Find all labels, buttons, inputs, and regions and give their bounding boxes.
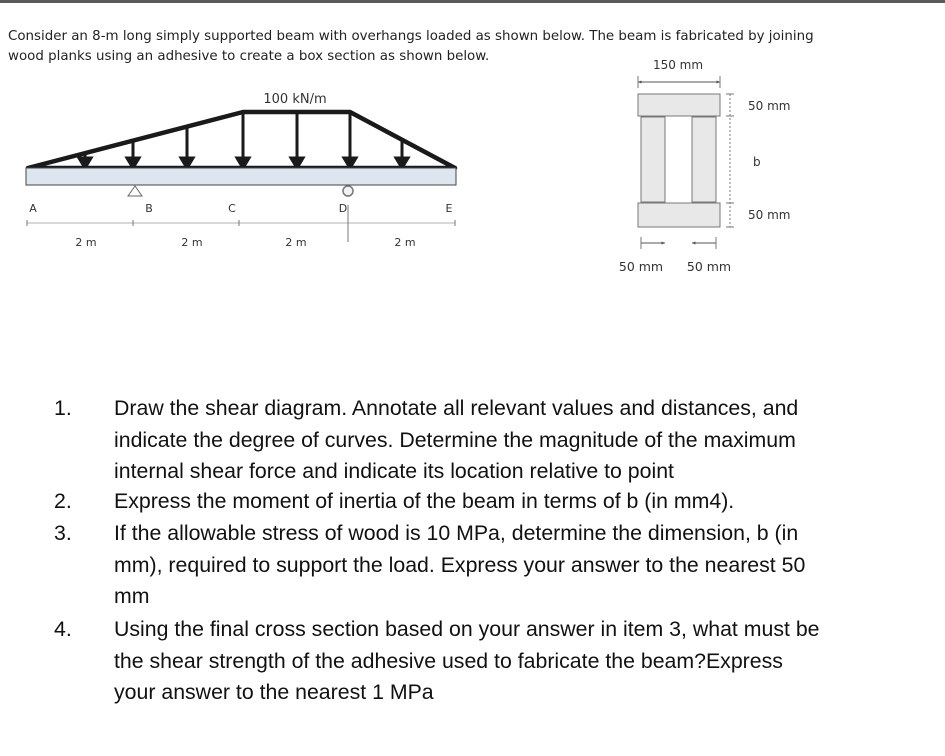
point-label-e: E (445, 202, 453, 215)
span-label-de: 2 m (394, 236, 416, 249)
right-web (692, 117, 716, 202)
load-label: 100 kN/m (263, 92, 327, 107)
question-line: mm), required to support the load. Express your answer to the nearest 50 (114, 552, 806, 577)
span-label-cd: 2 m (285, 236, 307, 249)
top-flange-label: 50 mm (748, 99, 791, 113)
question-line: your answer to the nearest 1 MPa (114, 680, 434, 704)
span-label-ab: 2 m (75, 236, 97, 249)
question-line: Express the moment of inertia of the beam in terms of b (in mm4). (114, 489, 735, 513)
question-line: the shear strength of the adhesive used to fabricate the beam?Express (114, 648, 783, 673)
question-number: 3. (54, 521, 72, 545)
web-height-label: b (753, 155, 761, 169)
top-flange (638, 94, 720, 116)
question-line: mm (114, 584, 150, 608)
box-section-diagram (619, 58, 791, 274)
question-number: 4. (54, 617, 72, 641)
point-label-b: B (145, 202, 153, 215)
question-line: If the allowable stress of wood is 10 MPa, determine the dimension, b (in (114, 521, 799, 545)
question-line: indicate the degree of curves. Determine the magnitude of the maximum (114, 427, 796, 452)
point-label-d: D (338, 202, 348, 215)
left-web (641, 117, 665, 202)
figures (0, 0, 945, 300)
beam (26, 168, 456, 185)
question-line: Using the final cross section based on your answer in item 3, what must be (114, 617, 820, 641)
question-line: Draw the shear diagram. Annotate all relevant values and distances, and (114, 396, 799, 420)
web-left-label: 50 mm (618, 259, 664, 274)
roller-support-d (343, 186, 353, 196)
bottom-flange (638, 203, 720, 227)
question-number: 2. (54, 489, 72, 513)
intro-line-2: wood planks using an adhesive to create a box section as shown below. (8, 49, 490, 64)
question-line: internal shear force and indicate its location relative to point (114, 459, 674, 483)
width-label: 150 mm (652, 58, 704, 72)
span-label-bc: 2 m (181, 236, 203, 249)
beam-diagram (26, 92, 456, 249)
intro-line-1: Consider an 8-m long simply supported beam with overhangs loaded as shown below. The beam is fabricated by joining (8, 29, 814, 44)
bottom-flange-label: 50 mm (748, 208, 791, 222)
web-right-label: 50 mm (686, 259, 732, 274)
point-label-a: A (29, 202, 37, 215)
question-number: 1. (54, 396, 72, 420)
pin-support-b (128, 186, 142, 196)
point-label-c: C (228, 202, 236, 215)
